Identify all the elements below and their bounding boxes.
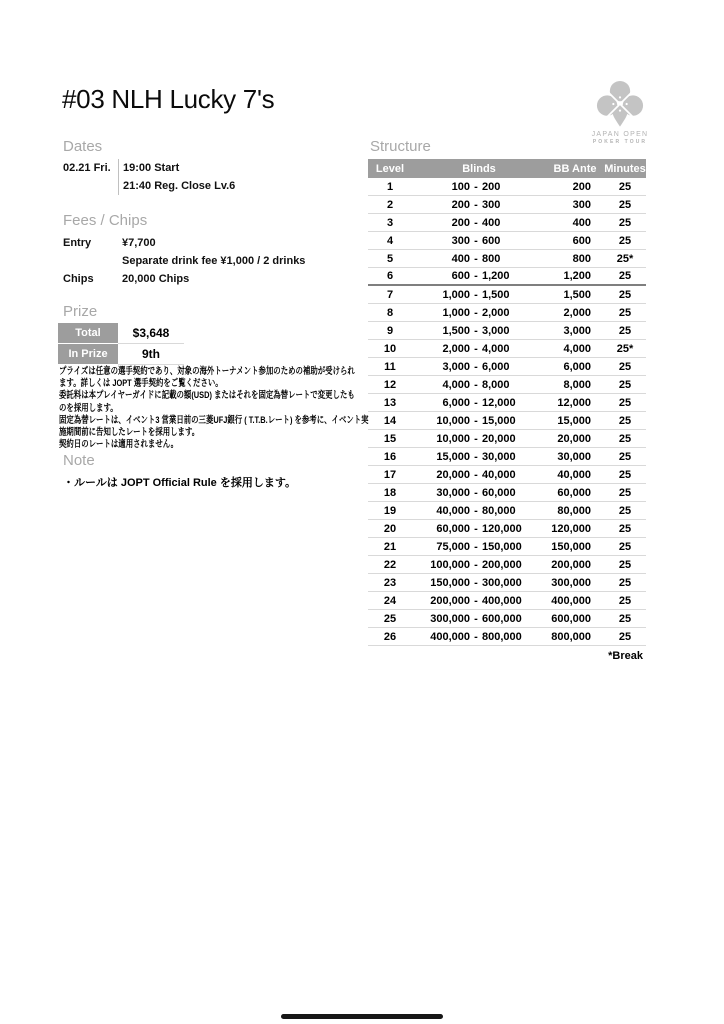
big-blind-cell: 600,000 (482, 612, 522, 625)
bb-ante-cell: 60,000 (557, 486, 591, 499)
structure-level-row (368, 268, 646, 286)
structure-level-row (368, 322, 646, 340)
jopt-logo (590, 79, 650, 145)
structure-level-row (368, 358, 646, 376)
blinds-dash: - (474, 414, 478, 427)
minutes-cell: 25 (618, 612, 632, 625)
fine-print-line: 固定為替レートは、イベント3 営業日前の三菱UFJ銀行 ( T.T.B.レート) を参考に、イベント実 (59, 414, 369, 426)
big-blind-cell: 120,000 (482, 522, 522, 535)
level-cell: 18 (383, 486, 397, 499)
big-blind-cell: 1,500 (482, 288, 510, 301)
level-cell: 20 (383, 522, 397, 535)
prize-table (58, 323, 184, 365)
level-cell: 2 (386, 198, 394, 211)
column-header-bb-ante: BB Ante (553, 162, 597, 175)
blinds-dash: - (474, 540, 478, 553)
big-blind-cell: 60,000 (482, 486, 516, 499)
structure-level-row (368, 250, 646, 268)
bb-ante-cell: 12,000 (557, 396, 591, 409)
fine-print-line: のを採用します。 (59, 402, 118, 414)
minutes-cell: 25 (618, 522, 632, 535)
big-blind-cell: 300,000 (482, 576, 522, 589)
bb-ante-cell: 4,000 (563, 342, 591, 355)
level-cell: 26 (383, 630, 397, 643)
fee-value: 20,000 Chips (122, 273, 190, 285)
minutes-cell: 25 (618, 306, 632, 319)
big-blind-cell: 12,000 (482, 396, 516, 409)
small-blind-cell: 40,000 (436, 504, 470, 517)
small-blind-cell: 600 (451, 270, 470, 282)
level-cell: 5 (386, 252, 394, 265)
big-blind-cell: 8,000 (482, 378, 510, 391)
fee-row (63, 270, 305, 288)
blinds-dash: - (474, 324, 478, 337)
level-cell: 22 (383, 558, 397, 571)
minutes-cell: 25 (618, 378, 632, 391)
blinds-dash: - (474, 396, 478, 409)
small-blind-cell: 300,000 (430, 612, 470, 625)
fees-section (63, 212, 305, 288)
minutes-cell: 25 (618, 576, 632, 589)
structure-level-row (368, 538, 646, 556)
dates-heading: Dates (63, 138, 103, 155)
level-cell: 23 (383, 576, 397, 589)
level-cell: 25 (383, 612, 397, 625)
minutes-cell: 25 (618, 468, 632, 481)
structure-level-row (368, 574, 646, 592)
big-blind-cell: 6,000 (482, 360, 510, 373)
minutes-cell: 25 (618, 288, 632, 301)
level-cell: 7 (386, 288, 394, 301)
blinds-dash: - (474, 216, 478, 229)
minutes-cell: 25 (618, 594, 632, 607)
fine-print-line: 施期間前に告知したレートを採用します。 (59, 427, 200, 439)
column-header-minutes: Minutes (604, 162, 646, 175)
bb-ante-cell: 400,000 (551, 594, 591, 607)
big-blind-cell: 400,000 (482, 594, 522, 607)
level-cell: 6 (386, 270, 394, 282)
minutes-cell: 25* (616, 342, 634, 355)
small-blind-cell: 100,000 (430, 558, 470, 571)
minutes-cell: 25 (618, 414, 632, 427)
small-blind-cell: 1,000 (442, 306, 470, 319)
small-blind-cell: 1,000 (442, 288, 470, 301)
big-blind-cell: 30,000 (482, 450, 516, 463)
minutes-cell: 25 (618, 432, 632, 445)
minutes-cell: 25 (618, 630, 632, 643)
dates-section (63, 138, 235, 195)
small-blind-cell: 75,000 (436, 540, 470, 553)
small-blind-cell: 300 (451, 234, 470, 247)
minutes-cell: 25 (618, 216, 632, 229)
logo-text-poker-tour: POKER TOUR (592, 139, 648, 145)
blinds-dash: - (474, 342, 478, 355)
structure-level-row (368, 610, 646, 628)
blinds-dash: - (474, 288, 478, 301)
fees-heading: Fees / Chips (63, 212, 148, 229)
blinds-dash: - (474, 450, 478, 463)
blinds-dash: - (474, 468, 478, 481)
minutes-cell: 25 (618, 324, 632, 337)
minutes-cell: 25* (616, 252, 634, 265)
blinds-dash: - (474, 486, 478, 499)
big-blind-cell: 3,000 (482, 324, 510, 337)
big-blind-cell: 800 (482, 252, 501, 265)
small-blind-cell: 400 (451, 252, 470, 265)
bb-ante-cell: 20,000 (557, 432, 591, 445)
blinds-dash: - (474, 504, 478, 517)
clover-logo-icon (595, 79, 645, 129)
page-title: #03 NLH Lucky 7's (62, 84, 275, 114)
blinds-dash: - (474, 360, 478, 373)
column-header-blinds: Blinds (462, 162, 496, 175)
structure-table (368, 159, 646, 662)
prize-fine-print (59, 366, 369, 451)
small-blind-cell: 200 (451, 216, 470, 229)
bb-ante-cell: 3,000 (563, 324, 591, 337)
big-blind-cell: 2,000 (482, 306, 510, 319)
event-time-line: 21:40 Reg. Close Lv.6 (123, 180, 236, 192)
level-cell: 19 (383, 504, 397, 517)
note-text: ・ルールは JOPT Official Rule を採用します。 (63, 477, 296, 489)
bb-ante-cell: 120,000 (551, 522, 591, 535)
blinds-dash: - (474, 558, 478, 571)
note-section (63, 452, 296, 490)
bb-ante-cell: 1,200 (563, 270, 591, 282)
big-blind-cell: 15,000 (482, 414, 516, 427)
minutes-cell: 25 (618, 396, 632, 409)
fine-print-line: ます。詳しくは JOPT 選手契約をご覧ください。 (59, 378, 223, 390)
prize-row-label: Total (58, 323, 118, 344)
structure-level-row (368, 592, 646, 610)
small-blind-cell: 2,000 (442, 342, 470, 355)
blinds-dash: - (474, 180, 478, 193)
small-blind-cell: 100 (451, 180, 470, 193)
bb-ante-cell: 600,000 (551, 612, 591, 625)
big-blind-cell: 200 (482, 180, 501, 193)
bb-ante-cell: 300 (572, 198, 591, 211)
level-cell: 17 (383, 468, 397, 481)
big-blind-cell: 150,000 (482, 540, 522, 553)
minutes-cell: 25 (618, 198, 632, 211)
big-blind-cell: 200,000 (482, 558, 522, 571)
bb-ante-cell: 8,000 (563, 378, 591, 391)
minutes-cell: 25 (618, 234, 632, 247)
structure-level-row (368, 394, 646, 412)
big-blind-cell: 20,000 (482, 432, 516, 445)
prize-row-value: $3,648 (118, 323, 184, 344)
fee-value: ¥7,700 (122, 237, 156, 249)
level-cell: 11 (384, 360, 396, 373)
bb-ante-cell: 6,000 (563, 360, 591, 373)
structure-level-row (368, 448, 646, 466)
blinds-dash: - (474, 270, 478, 282)
level-cell: 21 (383, 540, 397, 553)
bb-ante-cell: 400 (572, 216, 591, 229)
structure-level-row (368, 466, 646, 484)
minutes-cell: 25 (618, 540, 632, 553)
structure-level-row (368, 304, 646, 322)
level-cell: 4 (386, 234, 394, 247)
fee-value: Separate drink fee ¥1,000 / 2 drinks (122, 255, 306, 267)
level-cell: 3 (386, 216, 394, 229)
minutes-cell: 25 (618, 450, 632, 463)
small-blind-cell: 15,000 (436, 450, 470, 463)
big-blind-cell: 1,200 (482, 270, 510, 282)
structure-level-row (368, 376, 646, 394)
blinds-dash: - (474, 306, 478, 319)
logo-text-japan-open: JAPAN OPEN (591, 131, 649, 138)
bb-ante-cell: 600 (572, 234, 591, 247)
minutes-cell: 25 (618, 360, 632, 373)
prize-row-value: 9th (118, 344, 184, 365)
level-cell: 12 (383, 378, 397, 391)
bb-ante-cell: 80,000 (557, 504, 591, 517)
event-date: 02.21 Fri. (63, 162, 111, 174)
big-blind-cell: 600 (482, 234, 501, 247)
structure-level-row (368, 178, 646, 196)
bb-ante-cell: 150,000 (551, 540, 591, 553)
fee-label: Chips (63, 273, 94, 285)
bb-ante-cell: 300,000 (551, 576, 591, 589)
structure-level-row (368, 286, 646, 304)
blinds-dash: - (474, 234, 478, 247)
bb-ante-cell: 800 (572, 252, 591, 265)
blinds-dash: - (474, 198, 478, 211)
blinds-dash: - (474, 630, 478, 643)
column-header-level: Level (375, 162, 405, 175)
structure-table-body (368, 178, 646, 646)
fine-print-line: 契約日のレートは適用されません。 (59, 439, 179, 451)
minutes-cell: 25 (618, 486, 632, 499)
prize-heading: Prize (63, 303, 98, 320)
prize-row (58, 323, 184, 344)
level-cell: 16 (383, 450, 397, 463)
small-blind-cell: 6,000 (442, 396, 470, 409)
small-blind-cell: 30,000 (436, 486, 470, 499)
home-indicator-bar (281, 1014, 443, 1019)
minutes-cell: 25 (618, 270, 632, 282)
bb-ante-cell: 40,000 (557, 468, 591, 481)
minutes-cell: 25 (618, 504, 632, 517)
bb-ante-cell: 200 (572, 180, 591, 193)
big-blind-cell: 300 (482, 198, 501, 211)
structure-heading: Structure (370, 138, 431, 155)
big-blind-cell: 40,000 (482, 468, 516, 481)
small-blind-cell: 200 (451, 198, 470, 211)
fees-rows (63, 234, 305, 288)
small-blind-cell: 150,000 (430, 576, 470, 589)
note-heading: Note (63, 452, 95, 469)
small-blind-cell: 60,000 (436, 522, 470, 535)
structure-level-row (368, 232, 646, 250)
blinds-dash: - (474, 252, 478, 265)
fine-print-line: 委託料は本プレイヤーガイドに記載の額(USD) またはそれを固定為替レートで変更したも (59, 390, 355, 402)
structure-level-row (368, 484, 646, 502)
fee-row (63, 234, 305, 252)
small-blind-cell: 10,000 (436, 414, 470, 427)
bb-ante-cell: 1,500 (563, 288, 591, 301)
bb-ante-cell: 800,000 (551, 630, 591, 643)
bb-ante-cell: 30,000 (557, 450, 591, 463)
small-blind-cell: 1,500 (442, 324, 470, 337)
small-blind-cell: 10,000 (436, 432, 470, 445)
break-footnote: *Break (608, 650, 643, 662)
blinds-dash: - (474, 612, 478, 625)
structure-level-row (368, 502, 646, 520)
structure-level-row (368, 340, 646, 358)
big-blind-cell: 4,000 (482, 342, 510, 355)
minutes-cell: 25 (618, 180, 632, 193)
small-blind-cell: 400,000 (430, 630, 470, 643)
big-blind-cell: 800,000 (482, 630, 522, 643)
level-cell: 8 (386, 306, 394, 319)
small-blind-cell: 4,000 (442, 378, 470, 391)
prize-section (58, 303, 184, 365)
blinds-dash: - (474, 432, 478, 445)
structure-level-row (368, 196, 646, 214)
level-cell: 13 (383, 396, 397, 409)
level-cell: 9 (386, 324, 394, 337)
fee-label (63, 252, 122, 270)
structure-level-row (368, 412, 646, 430)
big-blind-cell: 400 (482, 216, 501, 229)
bb-ante-cell: 2,000 (563, 306, 591, 319)
level-cell: 15 (383, 432, 397, 445)
prize-row-label: In Prize (58, 344, 118, 365)
fee-row (63, 252, 305, 270)
big-blind-cell: 80,000 (482, 504, 516, 517)
dates-divider (118, 159, 119, 195)
prize-row (58, 344, 184, 365)
event-time-line: 19:00 Start (123, 162, 180, 174)
level-cell: 1 (386, 180, 394, 193)
bb-ante-cell: 200,000 (551, 558, 591, 571)
small-blind-cell: 200,000 (430, 594, 470, 607)
bb-ante-cell: 15,000 (557, 414, 591, 427)
structure-level-row (368, 628, 646, 646)
structure-table-header (368, 159, 646, 178)
fine-print-line: プライズは任意の選手契約であり、対象の海外トーナメント参加のための補助が受けられ (59, 366, 355, 377)
structure-level-row (368, 520, 646, 538)
level-cell: 10 (383, 342, 397, 355)
structure-level-row (368, 556, 646, 574)
fee-label: Entry (63, 237, 92, 249)
minutes-cell: 25 (618, 558, 632, 571)
structure-level-row (368, 430, 646, 448)
structure-level-row (368, 214, 646, 232)
level-cell: 14 (383, 414, 397, 427)
blinds-dash: - (474, 594, 478, 607)
level-cell: 24 (383, 594, 397, 607)
blinds-dash: - (474, 522, 478, 535)
small-blind-cell: 3,000 (442, 360, 470, 373)
blinds-dash: - (474, 576, 478, 589)
blinds-dash: - (474, 378, 478, 391)
small-blind-cell: 20,000 (436, 468, 470, 481)
event-times (123, 159, 235, 195)
